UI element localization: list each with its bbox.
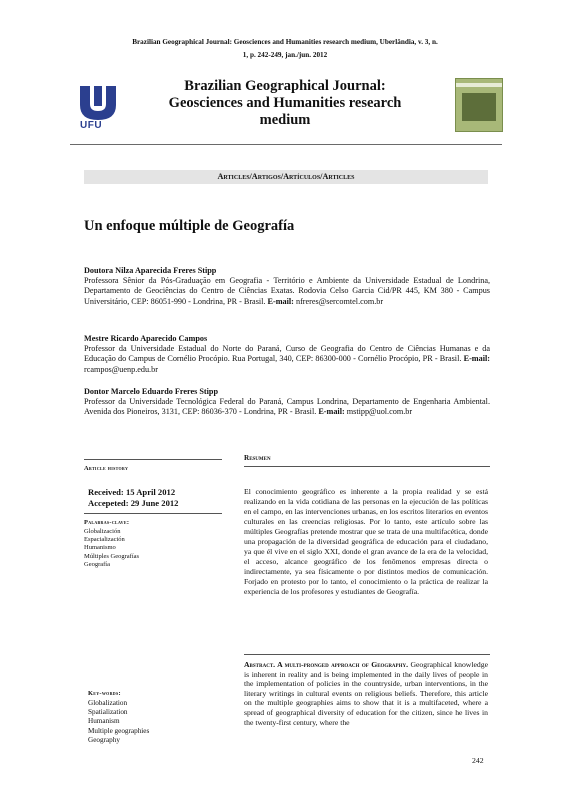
journal-cover-thumbnail — [455, 78, 503, 132]
journal-title — [150, 78, 420, 129]
keyword-item: Spatialization — [88, 708, 128, 717]
author-block-2 — [84, 333, 490, 375]
abstract-divider — [244, 654, 490, 655]
author-affiliation: Professora Sênior da Pós-Graduação em Geografia - Território e Ambiente da Universidade Estadual de Londrina, Departamento de Geociências do Centro de Ciências Exatas. Rodovia Celso Garcia Cid/PR 445, KM 380 - Campus Universitário, CEP: 86051-990 - Londrina, PR - Brasil. E-mail: nfreres@sercomtel.com.br — [84, 276, 490, 306]
keyword-item: Geography — [88, 735, 120, 744]
article-title: Un enfoque múltiple de Geografía — [84, 218, 295, 234]
accepted-date: Accepeted: 29 June 2012 — [88, 498, 179, 508]
citation-line-2: 1, p. 242-249, jan./jun. 2012 — [242, 51, 328, 59]
author-email[interactable]: nfreres@sercomtel.com.br — [295, 296, 384, 306]
abstract-text — [244, 660, 488, 727]
palabras-clave-label: Palabras-clave: — [84, 519, 130, 526]
journal-title-line-2: Geosciences and Humanities research — [168, 95, 402, 111]
section-label: Articles/Artigos/Artículos/Articles — [84, 170, 488, 184]
keyword-item: Geografía — [84, 560, 110, 568]
palabras-clave-list — [84, 528, 139, 569]
citation-line-1: Brazilian Geographical Journal: Geosciences and Humanities research medium, Uberlândia, v. 3, n. — [132, 38, 438, 46]
keyword-item: Múltiples Geografías — [84, 552, 140, 560]
author-name: Dontor Marcelo Eduardo Freres Stipp — [84, 387, 219, 396]
keywords-divider — [84, 513, 222, 514]
author-affiliation: Professor da Universidade Estadual do Norte do Paraná, Curso de Geografia do Centro de Ciências Humanas e da Educação do Campus de Cornélio Procópio. Rua Portugal, 340, CEP: 86300-000 - Cornélio Procópio, PR - Brasil. E-mail: rcampos@uenp.edu.br — [84, 344, 490, 374]
journal-citation — [70, 36, 500, 62]
keyword-item: Globalización — [84, 528, 121, 535]
cover-band — [456, 83, 502, 87]
keyword-item: Globalization — [88, 699, 128, 707]
author-name: Mestre Ricardo Aparecido Campos — [84, 334, 208, 343]
page-number: 242 — [472, 756, 484, 765]
author-affiliation: Professor da Universidade Tecnológica Federal do Paraná, Campus Londrina, Departamento de Engenharia Ambiental. Avenida dos Pioneiros, 3131, CEP: 86036-370 - Londrina, PR - Brasil. E-mail: mstipp@uol.com.br — [84, 397, 490, 417]
author-block-3 — [84, 386, 490, 418]
author-block-1 — [84, 265, 490, 307]
article-history-label: Article history — [84, 465, 129, 472]
resumen-heading: Resumen — [244, 454, 271, 462]
received-date: Received: 15 April 2012 — [88, 487, 176, 497]
journal-title-line-3: medium — [259, 112, 311, 128]
keyword-item: Multiple geographies — [88, 726, 150, 735]
history-divider — [84, 459, 222, 460]
author-name: Doutora Nilza Aparecida Freres Stipp — [84, 266, 217, 275]
author-email[interactable]: rcampos@uenp.edu.br — [84, 364, 158, 374]
keyword-item: Humanism — [88, 717, 120, 726]
resumen-text: El conocimiento geográfico es inherente a la propia realidad y se está realizando en la vida cotidiana de las personas en la ejecución de las políticas en el campo, en las intervenciones urbanas, en los escritos literarios en eventos culturales en las creencias religiosas. Por lo tanto, este artículo sobre las múltiples Geografías pretende mostrar que se trata de una multifacética, donde una propagación de la diversidad geográfica de educación para el ciudadano, ya que él vive en el siglo XXI, donde el gran avance de la era de la velocidad, el acceso, alcance geográfico de los fenômenos empresas directa o indirectamente, ya sea físicamente o por distintos medios de comunicación. Forjado en protesto por lo tanto, el conocimiento o la práctica de realizar la experiencia de los profesores y estudiantes de Geografía. — [244, 487, 488, 596]
email-label: E-mail: — [463, 354, 490, 364]
email-label: E-mail: — [267, 296, 294, 306]
cover-photo — [462, 93, 496, 121]
key-words-label: Key-words: — [88, 690, 121, 697]
abstract-lead: Abstract. A multi-pronged approach of Geography. — [244, 660, 409, 669]
journal-title-line-1: Brazilian Geographical Journal: — [184, 78, 386, 94]
author-email[interactable]: mstipp@uol.com.br — [346, 407, 413, 417]
key-words-list — [88, 699, 149, 745]
email-label: E-mail: — [318, 407, 345, 417]
keyword-item: Humanismo — [84, 544, 116, 552]
header-divider — [70, 144, 502, 145]
abstract-body: Geographical knowledge is inherent in reality and is being implemented in the daily lives of people in the implementation of policies in the countryside, urban interventions, in the literary writings in cultural events on religious beliefs. Therefore, this article on the multiple geographies aims to show that it is a multifaceted, where a spread of geographical diversity of education for the citizen, since he lives in the twenty-first century, where the — [244, 660, 488, 727]
history-dates — [88, 487, 178, 509]
logo-text: UFU — [80, 120, 103, 131]
keyword-item: Espacialización — [84, 536, 125, 544]
resumen-divider — [244, 466, 490, 467]
